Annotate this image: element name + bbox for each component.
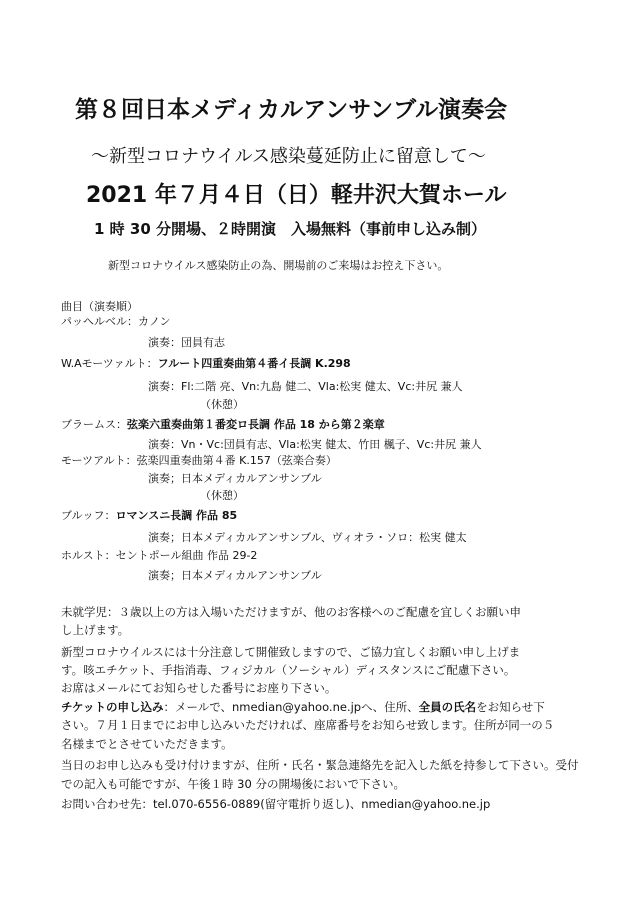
intermission-2: （休憩） <box>200 489 244 502</box>
work-title: ロマンスニ長調 作品 85 <box>115 509 238 522</box>
preschool-note-line-2: し上げます。 <box>61 623 130 637</box>
program-line-6 <box>61 547 257 563</box>
ticket-text: ：メールで、 <box>163 700 233 714</box>
performers-3: 演奏：Vn・Vc:団員有志、Vla:松実 健太、竹田 楓子、Vc:井尻 兼人 <box>148 438 482 451</box>
ticket-note-line-1 <box>61 699 545 715</box>
ticket-label: チケットの申し込み <box>61 700 164 714</box>
work-title: カノン <box>138 315 171 328</box>
ticket-email-link[interactable]: nmedian@yahoo.ne.jp <box>232 700 362 714</box>
program-line-2 <box>61 355 351 371</box>
contact-info: お問い合わせ先：tel.070-6556-0889(留守電折り返し)、nmedian@yahoo.ne.jp <box>61 797 491 811</box>
times-admission: 1 時 30 分開場、２時開演 入場無料（事前申し込み制） <box>94 220 486 238</box>
program-line-1 <box>61 313 171 329</box>
performers-4: 演奏；日本メディカルアンサンブル <box>148 472 322 485</box>
date-venue: 2021 年７月４日（日）軽井沢大賀ホール <box>86 183 507 208</box>
program-heading: 曲目（演奏順） <box>61 300 138 313</box>
ticket-text: へ、住所、 <box>361 700 419 714</box>
composer-name: パッヘルベル： <box>61 315 138 328</box>
composer-name: W.Aモーツァルト： <box>61 357 158 370</box>
work-title: フルート四重奏曲第４番イ長調 K.298 <box>157 357 351 370</box>
concert-title: 第８回日本メディカルアンサンブル演奏会 <box>75 97 508 123</box>
program-line-3 <box>61 416 385 432</box>
ticket-emphasis: 全員の氏名 <box>418 700 477 714</box>
intermission-1: （休憩） <box>200 398 244 411</box>
entry-notice: 新型コロナウイルス感染防止の為、開場前のご来場はお控え下さい。 <box>108 259 449 272</box>
covid-note-line-2: す。咳エチケット、手指消毒、フィジカル（ソーシャル）ディスタンスにご配慮下さい。 <box>61 663 516 677</box>
performers-2: 演奏：Fl:二階 亮、Vn:九島 健二、Vla:松実 健太、Vc:井尻 兼人 <box>148 380 463 393</box>
sameday-note-line-1: 当日のお申し込みも受け付けますが、住所・氏名・緊急連絡先を記入した紙を持参して下さい。受付 <box>61 758 579 772</box>
ticket-text: をお知らせ下 <box>476 700 545 714</box>
sameday-note-line-2: での記入も可能ですが、午後１時 30 分の開場後においで下さい。 <box>61 777 405 791</box>
program-line-5 <box>61 507 237 523</box>
work-title: 弦楽四重奏曲第４番 K.157（弦楽合奏） <box>136 454 337 467</box>
program-line-4 <box>61 452 337 468</box>
performers-5: 演奏；日本メディカルアンサンブル、ヴィオラ・ソロ：松実 健太 <box>148 531 467 544</box>
covid-note-line-3: お席はメールにてお知らせした番号にお座り下さい。 <box>61 681 337 695</box>
performers-1: 演奏：団員有志 <box>148 336 225 349</box>
work-title: 弦楽六重奏曲第１番変ロ長調 作品 18 から第２楽章 <box>127 418 385 431</box>
preschool-note-line-1: 未就学児：３歳以上の方は入場いただけますが、他のお客様へのご配慮を宜しくお願い申 <box>61 605 521 619</box>
ticket-note-line-2: さい。７月１日までにお申し込みいただければ、座席番号をお知らせ致します。住所が同一の５ <box>61 718 555 732</box>
composer-name: ブラームス： <box>61 418 127 431</box>
concert-subtitle: ～新型コロナウイルス感染蔓延防止に留意して～ <box>91 146 486 167</box>
work-title: セントポール組曲 作品 29-2 <box>115 549 258 562</box>
covid-note-line-1: 新型コロナウイルスには十分注意して開催致しますので、ご協力宜しくお願い申し上げま <box>61 645 521 659</box>
composer-name: ブルッフ： <box>61 509 116 522</box>
performers-6: 演奏；日本メディカルアンサンブル <box>148 569 322 582</box>
composer-name: ホルスト： <box>61 549 116 562</box>
ticket-note-line-3: 名様までとさせていただきます。 <box>61 737 233 751</box>
composer-name: モーツアルト： <box>61 454 137 467</box>
